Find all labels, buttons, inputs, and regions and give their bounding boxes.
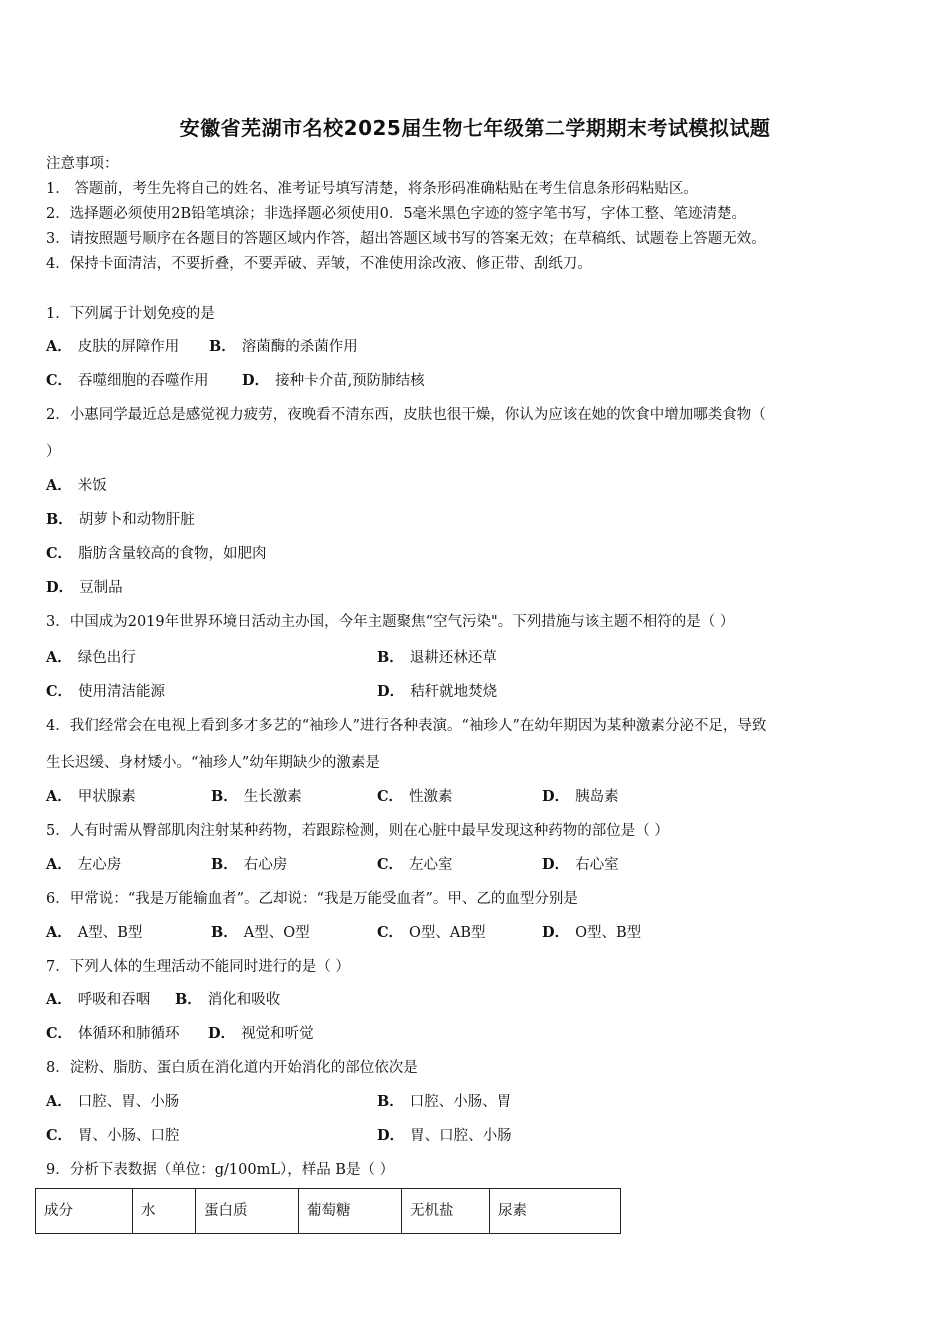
question-stem: 6．甲常说：“我是万能输血者”。乙却说：“我是万能受血者”。甲、乙的血型分别是 bbox=[46, 891, 578, 907]
question-stem: 8．淀粉、脂肪、蛋白质在消化道内开始消化的部位依次是 bbox=[46, 1060, 418, 1076]
question-stem: 5．人有时需从臀部肌肉注射某种药物，若跟踪检测，则在心脏中最早发现这种药物的部位是（ ） bbox=[46, 823, 669, 839]
option-b[interactable]: B． 溶菌酶的杀菌作用 bbox=[209, 338, 358, 355]
option-b[interactable]: B． A型、O型 bbox=[211, 924, 310, 941]
option-b[interactable]: B． 消化和吸收 bbox=[175, 991, 281, 1008]
option-d[interactable]: D． O型、B型 bbox=[542, 924, 642, 941]
notice-heading: 注意事项： bbox=[46, 156, 119, 172]
notice-item: 3．请按照题号顺序在各题目的答题区域内作答，超出答题区域书写的答案无效；在草稿纸、试题卷上答题无效。 bbox=[46, 231, 766, 247]
option-c[interactable]: C． O型、AB型 bbox=[377, 924, 486, 941]
table-header-cell: 无机盐 bbox=[402, 1189, 490, 1234]
table-header-cell: 蛋白质 bbox=[196, 1189, 299, 1234]
option-a[interactable]: A． 米饭 bbox=[46, 477, 107, 494]
option-a[interactable]: A． 皮肤的屏障作用 bbox=[46, 338, 180, 355]
option-b[interactable]: B． 生长激素 bbox=[211, 788, 302, 805]
table-header-row bbox=[36, 1189, 621, 1234]
option-c[interactable]: C． 左心室 bbox=[377, 856, 453, 873]
option-c[interactable]: C． 性激素 bbox=[377, 788, 453, 805]
option-a[interactable]: A． 呼吸和吞咽 bbox=[46, 991, 151, 1008]
option-c[interactable]: C． 胃、小肠、口腔 bbox=[46, 1127, 180, 1144]
option-a[interactable]: A． 绿色出行 bbox=[46, 649, 136, 666]
question-stem: 7．下列人体的生理活动不能同时进行的是（ ） bbox=[46, 959, 350, 975]
option-c[interactable]: C． 吞噬细胞的吞噬作用 bbox=[46, 372, 209, 389]
option-a[interactable]: A． 左心房 bbox=[46, 856, 122, 873]
data-table bbox=[35, 1188, 621, 1234]
option-b[interactable]: B． 胡萝卜和动物肝脏 bbox=[46, 511, 195, 528]
table-header-cell: 水 bbox=[133, 1189, 196, 1234]
question-stem: 9．分析下表数据（单位：g/100mL），样品 B是（ ） bbox=[46, 1162, 395, 1178]
option-d[interactable]: D． 视觉和听觉 bbox=[208, 1025, 314, 1042]
option-c[interactable]: C． 体循环和肺循环 bbox=[46, 1025, 180, 1042]
notice-item: 4．保持卡面清洁，不要折叠，不要弄破、弄皱，不准使用涂改液、修正带、刮纸刀。 bbox=[46, 256, 592, 272]
question-stem: ） bbox=[46, 444, 61, 460]
option-d[interactable]: D． 接种卡介苗,预防肺结核 bbox=[242, 372, 425, 389]
option-a[interactable]: A． A型、B型 bbox=[46, 924, 143, 941]
question-stem: 4．我们经常会在电视上看到多才多艺的“袖珍人”进行各种表演。“袖珍人”在幼年期因为某种激素分泌不足，导致 bbox=[46, 718, 767, 734]
option-d[interactable]: D． 胃、口腔、小肠 bbox=[377, 1127, 512, 1144]
notice-item: 1． 答题前，考生先将自己的姓名、准考证号填写清楚，将条形码准确粘贴在考生信息条形码粘贴区。 bbox=[46, 181, 698, 197]
option-d[interactable]: D． 右心室 bbox=[542, 856, 619, 873]
page-title: 安徽省芜湖市名校2025届生物七年级第二学期期末考试模拟试题 bbox=[179, 116, 771, 140]
table-header-cell: 成分 bbox=[36, 1189, 133, 1234]
option-a[interactable]: A． 甲状腺素 bbox=[46, 788, 136, 805]
question-stem: 3．中国成为2019年世界环境日活动主办国，今年主题聚焦“空气污染"。下列措施与该主题不相符的是（ ） bbox=[46, 614, 735, 630]
option-b[interactable]: B． 右心房 bbox=[211, 856, 288, 873]
option-d[interactable]: D． 秸秆就地焚烧 bbox=[377, 683, 498, 700]
option-c[interactable]: C． 脂肪含量较高的食物，如肥肉 bbox=[46, 545, 267, 562]
question-stem: 生长迟缓、身材矮小。“袖珍人”幼年期缺少的激素是 bbox=[46, 755, 380, 771]
option-d[interactable]: D． 胰岛素 bbox=[542, 788, 619, 805]
option-a[interactable]: A． 口腔、胃、小肠 bbox=[46, 1093, 180, 1110]
option-c[interactable]: C． 使用清洁能源 bbox=[46, 683, 166, 700]
option-b[interactable]: B． 退耕还林还草 bbox=[377, 649, 497, 666]
question-stem: 2．小惠同学最近总是感觉视力疲劳，夜晚看不清东西，皮肤也很干燥，你认为应该在她的饮食中增加哪类食物（ bbox=[46, 407, 766, 423]
option-d[interactable]: D． 豆制品 bbox=[46, 579, 123, 596]
notice-item: 2．选择题必须使用2B铅笔填涂；非选择题必须使用0．5毫米黑色字迹的签字笔书写，字体工整、笔迹清楚。 bbox=[46, 206, 747, 222]
table-header-cell: 尿素 bbox=[490, 1189, 621, 1234]
option-b[interactable]: B． 口腔、小肠、胃 bbox=[377, 1093, 512, 1110]
table-header-cell: 葡萄糖 bbox=[299, 1189, 402, 1234]
question-stem: 1．下列属于计划免疫的是 bbox=[46, 306, 215, 322]
